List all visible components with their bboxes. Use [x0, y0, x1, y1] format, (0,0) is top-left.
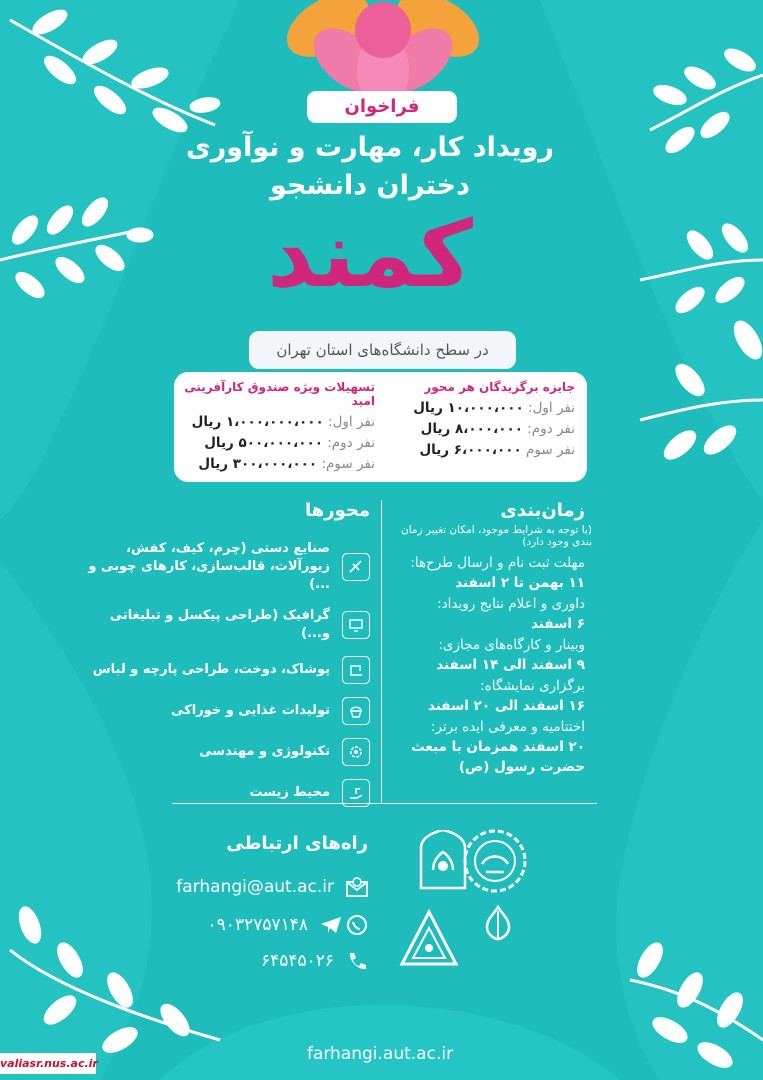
schedule-date: ۱۶ اسفند الی ۲۰ اسفند — [428, 698, 585, 714]
prize-row: نفر اول: ۱۰،۰۰۰،۰۰۰ ریال — [413, 400, 575, 416]
email-row[interactable] — [150, 874, 370, 900]
schedule-date: ۲۰ اسفند همزمان با مبعث حضرت رسول (ص) — [411, 739, 585, 775]
whatsapp-icon — [344, 912, 370, 938]
sewing-machine-icon — [342, 656, 370, 684]
schedule-label: وبینار و کارگاه‌های مجازی: — [438, 637, 585, 653]
schedule-label: اختتامیه و معرفی ایده برتر: — [430, 719, 585, 735]
prize-column-facilities — [180, 380, 375, 475]
event-name: کمند — [267, 201, 473, 308]
axis-item: محیط زیست — [80, 779, 370, 807]
schedule-note: (با توجه به شرایط موجود، امکان تغییر زمان بندی وجود دارد) — [401, 524, 592, 548]
schedule-label: داوری و اعلام نتایج رویداد: — [437, 596, 585, 612]
title-line-2: دختران دانشجو — [270, 170, 470, 201]
axis-item: تکنولوژی و مهندسی — [80, 738, 370, 766]
level-badge: در سطح دانشگاه‌های استان تهران — [249, 331, 516, 369]
prize-row: نفر سوم: ۳۰۰،۰۰۰،۰۰۰ ریال — [198, 456, 375, 472]
website-link[interactable]: farhangi.aut.ac.ir — [306, 1044, 454, 1064]
prize-column-winners — [380, 380, 575, 461]
omid-fund-logo — [398, 908, 460, 970]
watermark: valiasr.nus.ac.ir — [0, 1053, 96, 1074]
schedule-list — [390, 553, 585, 778]
aut-university-logo — [462, 828, 528, 898]
crafts-icon — [342, 553, 370, 581]
schedule-label: مهلت ثبت نام و ارسال طرح‌ها: — [410, 555, 585, 571]
email-icon — [344, 874, 370, 900]
axis-item: تولیدات غذایی و خوراکی — [80, 697, 370, 725]
email-text[interactable]: farhangi@aut.ac.ir — [176, 877, 334, 897]
prize-row: نفر دوم: ۸،۰۰۰،۰۰۰ ریال — [420, 421, 575, 437]
phone-row[interactable] — [150, 912, 370, 938]
prize-heading: جایزه برگزیدگان هر محور — [424, 380, 575, 394]
prize-row: نفر دوم: ۵۰۰،۰۰۰،۰۰۰ ریال — [204, 435, 375, 451]
telegram-icon — [318, 912, 344, 938]
tel-text[interactable]: ۶۴۵۴۵۰۲۶ — [260, 951, 334, 971]
schedule-date: ۹ اسفند الی ۱۴ اسفند — [436, 657, 585, 673]
schedule-date: ۶ اسفند — [531, 616, 585, 632]
cupcake-icon — [342, 697, 370, 725]
axes-list — [80, 540, 370, 820]
schedule-date: ۱۱ بهمن تا ۲ اسفند — [455, 575, 585, 591]
phone-icon — [344, 948, 370, 974]
column-divider — [381, 500, 382, 803]
tel-row[interactable] — [150, 948, 370, 974]
prize-row: نفر اول: ۱،۰۰۰،۰۰۰،۰۰۰ ریال — [191, 414, 375, 430]
axes-title: محورها — [304, 500, 370, 521]
prize-heading: تسهیلات ویژه صندوق کارآفرینی امید — [184, 380, 375, 408]
iran-emblem-logo — [475, 903, 521, 943]
axis-item: پوشاک، دوخت، طراحی پارچه و لباس — [80, 656, 370, 684]
gear-icon — [342, 738, 370, 766]
call-label: فراخوان — [307, 91, 457, 123]
prize-row: نفر سوم ۶،۰۰۰،۰۰۰ ریال — [419, 442, 575, 458]
prizes-box — [174, 372, 587, 482]
graphics-icon — [342, 611, 370, 639]
contact-title: راه‌های ارتباطی — [226, 833, 368, 854]
section-divider — [172, 803, 597, 804]
axis-item: صنایع دستی (چرم، کیف، کفش، زیورآلات، قالب‌سازی، کارهای چوبی و ...) — [80, 540, 370, 594]
phone-text[interactable]: ۰۹۰۳۲۷۵۷۱۴۸ — [207, 915, 308, 935]
schedule-title: زمان‌بندی — [500, 500, 585, 521]
schedule-label: برگزاری نمایشگاه: — [480, 678, 585, 694]
title-line-1: رویداد کار، مهارت و نوآوری — [186, 132, 554, 163]
contact-list — [150, 874, 370, 974]
axis-item: گرافیک (طراحی پیکسل و تبلیغاتی و...) — [80, 607, 370, 643]
